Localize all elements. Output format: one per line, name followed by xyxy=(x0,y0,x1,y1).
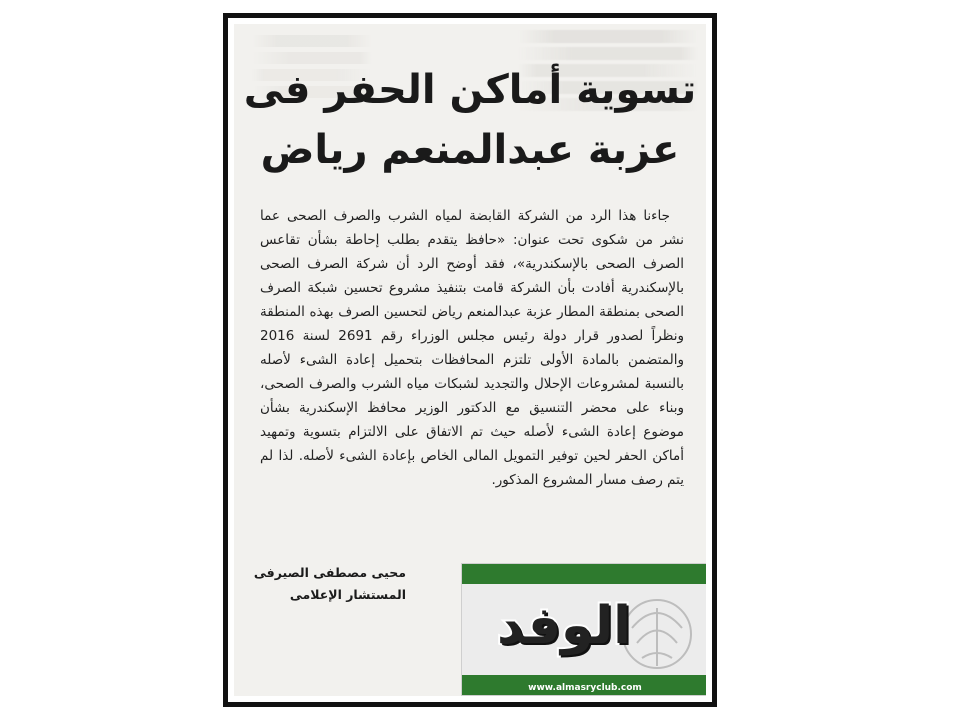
article-body xyxy=(260,204,684,492)
source-url: www.almasryclub.com xyxy=(528,683,642,693)
wordmark-text: الوفد xyxy=(496,596,632,656)
headline-line-2: عزبة عبدالمنعم رياض xyxy=(260,127,680,173)
clipping-frame xyxy=(223,13,717,707)
signature-title: المستشار الإعلامى xyxy=(289,587,406,602)
headline-line-1: تسوية أماكن الحفر فى xyxy=(243,67,697,113)
wordmark xyxy=(484,596,644,660)
newspaper-logo xyxy=(461,563,706,696)
headline xyxy=(234,60,706,180)
signature-block xyxy=(254,562,406,606)
newspaper-clipping xyxy=(234,24,706,696)
article-paragraph: جاءنا هذا الرد من الشركة القابضة لمياه الشرب والصرف الصحى عما نشر من شكوى تحت عنوان: «حافظ يتقدم بطلب إحاطة بشأن تقاعس الصرف الصحى بالإسكندرية»، فقد أوضح الرد أن شركة الصرف الصحى بالإسكندرية أفادت بأن الشركة قامت بتنفيذ مشروع تحسين شبكة الصرف الصحى بمنطقة المطار عزبة عبدالمنعم رياض لتحسين الصرف بهذه المنطقة ونظراً لصدور قرار دولة رئيس مجلس الوزراء رقم 2691 لسنة 2016 والمتضمن بالمادة الأولى تلتزم المحافظات بتحميل إعادة الشىء لأصله بالنسبة لمشروعات الإحلال والتجديد لشبكات مياه الشرب والصرف الصحى، وبناء على محضر التنسيق مع الدكتور الوزير محافظ الإسكندرية بشأن موضوع إعادة الشىء لأصله حيث تم الاتفاق على الالتزام بتسوية وتمهيد أماكن الحفر لحين توفير التمويل المالى الخاص بإعادة الشىء لأصله. لذا لم يتم رصف مسار المشروع المذكور. xyxy=(260,208,684,488)
logo-top-bar xyxy=(462,564,706,584)
signature-name: محيى مصطفى الصيرفى xyxy=(253,565,406,580)
